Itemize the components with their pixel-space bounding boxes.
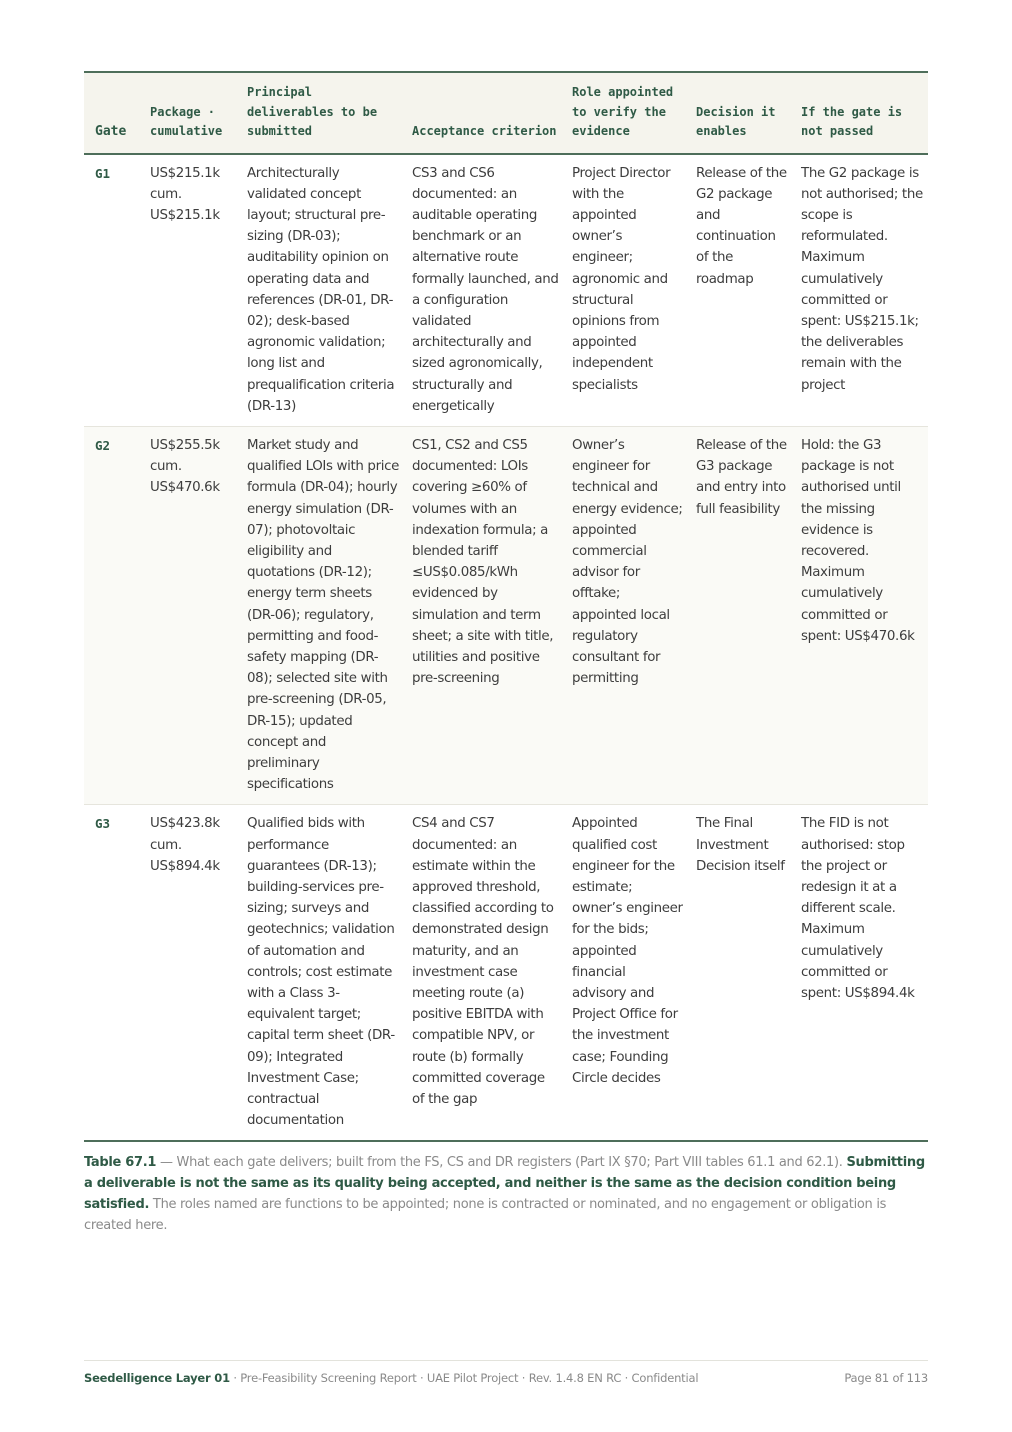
package-cell: [142, 805, 239, 1142]
header-decision: Decision it enables: [688, 72, 793, 154]
role-cell: Owner’s engineer for technical and energy evidence; appointed commercial advisor for offtake; appointed local regulatory consultant for permitting: [564, 426, 688, 804]
fail-cell: Hold: the G3 package is not authorised until the missing evidence is recovered. Maximum cumulatively committed or spent: US$470.6k: [793, 426, 928, 804]
deliverables-cell: Market study and qualified LOIs with price formula (DR-04); hourly energy simulation (DR-07); photovoltaic eligibility and quotations (DR-12); energy term sheets (DR-06); regulatory, permitting and food-safety mapping (DR-08); selected site with pre-screening (DR-05, DR-15); updated concept and preliminary specifications: [239, 426, 404, 804]
gate-id: G3: [95, 816, 111, 832]
header-role: Role appointed to verify the evidence: [564, 72, 688, 154]
criterion-cell: CS1, CS2 and CS5 documented: LOIs covering ≥60% of volumes with an indexation formula; a blended tariff ≤US$0.085/kWh evidenced by simulation and term sheet; a site with title, utilities and positive pre-screening: [404, 426, 564, 804]
criterion-cell: CS4 and CS7 documented: an estimate within the approved threshold, classified according to demonstrated design maturity, and an investment case meeting route (a) positive EBITDA with compatible NPV, or route (b) formally committed coverage of the gap: [412, 816, 554, 1108]
table-row: [84, 154, 928, 427]
role-cell: Appointed qualified cost engineer for the estimate; owner’s engineer for the bids; appointed financial advisory and Project Office for the investment case; Founding Circle decides: [572, 816, 683, 1086]
page-number: Page 81 of 113: [844, 1371, 928, 1385]
package-cell: [142, 154, 239, 427]
package-amount: US$215.1k: [150, 165, 220, 181]
gates-table: [84, 71, 928, 1142]
header-gate: Gate: [84, 72, 142, 154]
fail-cell: The G2 package is not authorised; the scope is reformulated. Maximum cumulatively committed or spent: US$215.1k; the deliverables remain with the project: [793, 154, 928, 427]
gate-id: G1: [84, 154, 142, 427]
caption-text: — What each gate delivers; built from the FS, CS and DR registers (Part IX §70; Part VIII tables 61.1 and 62.1).: [156, 1155, 847, 1171]
decision-cell: The Final Investment Decision itself: [696, 816, 785, 874]
page-content: [84, 71, 928, 1249]
caption-emphasis: Submitting a deliverable is not the same as its quality being accepted, and neither is the same as the decision condition being satisfied.: [84, 1155, 925, 1213]
package-amount: US$255.5k: [150, 437, 220, 453]
footer-left: [84, 1371, 698, 1385]
decision-cell: Release of the G3 package and entry into full feasibility: [688, 426, 793, 804]
header-acceptance-criterion: Acceptance criterion: [404, 72, 564, 154]
package-amount: US$423.8k: [150, 816, 220, 832]
footer-details: · Pre-Feasibility Screening Report · UAE Pilot Project · Rev. 1.4.8 EN RC · Confidential: [229, 1371, 699, 1385]
table-caption: [84, 1152, 928, 1236]
caption-label: Table 67.1: [84, 1155, 157, 1171]
header-package: Package · cumulative: [142, 72, 239, 154]
page-footer: [84, 1360, 928, 1385]
caption-tail: The roles named are functions to be appointed; none is contracted or nominated, and no engagement or obligation is created here.: [84, 1197, 887, 1234]
table-row: [84, 426, 928, 804]
package-cumulative: cum. US$894.4k: [150, 837, 220, 874]
package-cumulative: cum. US$470.6k: [150, 459, 220, 496]
header-if-not-passed: If the gate is not passed: [793, 72, 928, 154]
decision-cell: Release of the G2 package and continuation of the roadmap: [688, 154, 793, 427]
role-cell: Project Director with the appointed owner’s engineer; agronomic and structural opinions from appointed independent specialists: [564, 154, 688, 427]
deliverables-cell: Qualified bids with performance guarantees (DR-13); building-services pre-sizing; surveys and geotechnics; validation of automation and controls; cost estimate with a Class 3-equivalent target; capital term sheet (DR-09); Integrated Investment Case; contractual documentation: [247, 816, 395, 1129]
package-cell: [142, 426, 239, 804]
fail-cell: The FID is not authorised: stop the project or redesign it at a different scale. Maximum cumulatively committed or spent: US$894.4k: [801, 816, 915, 1002]
table-row: [84, 805, 928, 1142]
criterion-cell: CS3 and CS6 documented: an auditable operating benchmark or an alternative route formally launched, and a configuration validated architecturally and sized agronomically, structurally and energetically: [404, 154, 564, 427]
header-deliverables: Principal deliverables to be submitted: [239, 72, 404, 154]
package-cumulative: cum. US$215.1k: [150, 186, 220, 223]
table-header-row: [84, 72, 928, 154]
deliverables-cell: Architecturally validated concept layout; structural pre-sizing (DR-03); auditability opinion on operating data and references (DR-01, DR-02); desk-based agronomic validation; long list and prequalification criteria (DR-13): [239, 154, 404, 427]
gate-id: G2: [84, 426, 142, 804]
footer-brand: Seedelligence Layer 01: [84, 1371, 230, 1385]
